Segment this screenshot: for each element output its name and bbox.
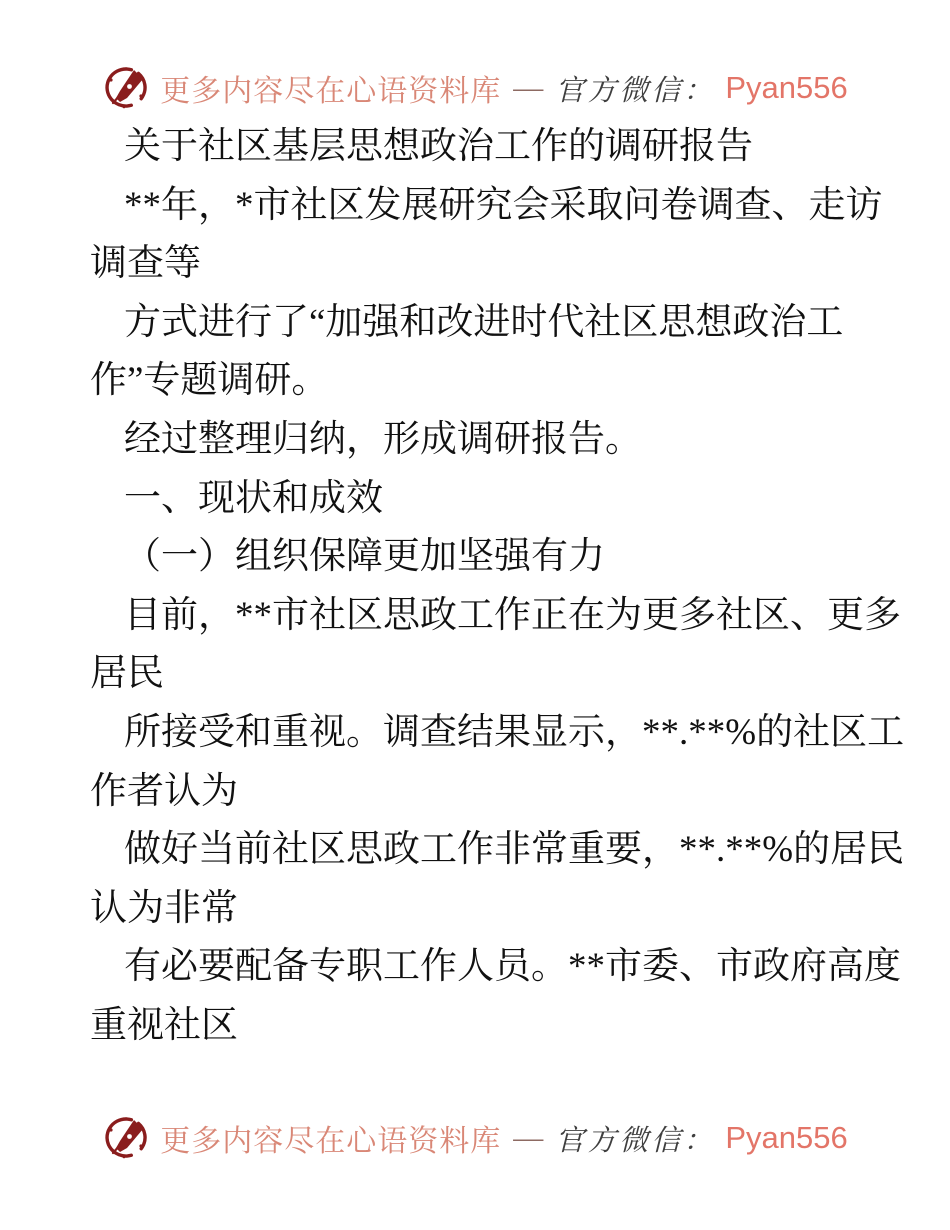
wechat-label: 官方微信： (555, 1124, 716, 1157)
document-body (90, 118, 905, 1056)
doc-line: 认为非常 (90, 887, 238, 929)
doc-line: **年，*市社区发展研究会采取问卷调查、走访 (124, 184, 883, 226)
brand-text: 更多内容尽在心语资料库 (160, 1125, 502, 1158)
doc-section-heading: 一、现状和成效 (124, 477, 383, 519)
doc-line: 居民 (90, 653, 164, 695)
doc-line: 经过整理归纳，形成调研报告。 (124, 418, 642, 460)
footer-watermark (0, 1112, 950, 1164)
doc-line: 有必要配备专职工作人员。**市委、市政府高度 (124, 946, 901, 988)
pen-nib-swirl-icon (102, 1115, 150, 1161)
doc-subsection-heading: （一）组织保障更加坚强有力 (124, 536, 605, 578)
doc-line: 所接受和重视。调查结果显示，**.**%的社区工 (124, 711, 905, 753)
wechat-id: Pyan556 (725, 70, 848, 105)
brand-text: 更多内容尽在心语资料库 (160, 75, 502, 108)
doc-line: 作者认为 (90, 770, 238, 812)
doc-line: 调查等 (90, 243, 201, 285)
doc-line: 做好当前社区思政工作非常重要，**.**%的居民 (124, 829, 905, 871)
doc-line: 作”专题调研。 (90, 360, 329, 402)
brand-separator: — (513, 71, 544, 104)
brand-separator: — (513, 1121, 544, 1154)
doc-line: 目前，**市社区思政工作正在为更多社区、更多 (124, 594, 901, 636)
wechat-id: Pyan556 (725, 1120, 848, 1155)
doc-line: 重视社区 (90, 1004, 238, 1046)
header-watermark (0, 62, 950, 114)
doc-line: 方式进行了“加强和改进时代社区思想政治工 (124, 301, 844, 343)
wechat-label: 官方微信： (555, 74, 716, 107)
doc-title: 关于社区基层思想政治工作的调研报告 (124, 126, 753, 167)
pen-nib-swirl-icon (102, 65, 150, 111)
